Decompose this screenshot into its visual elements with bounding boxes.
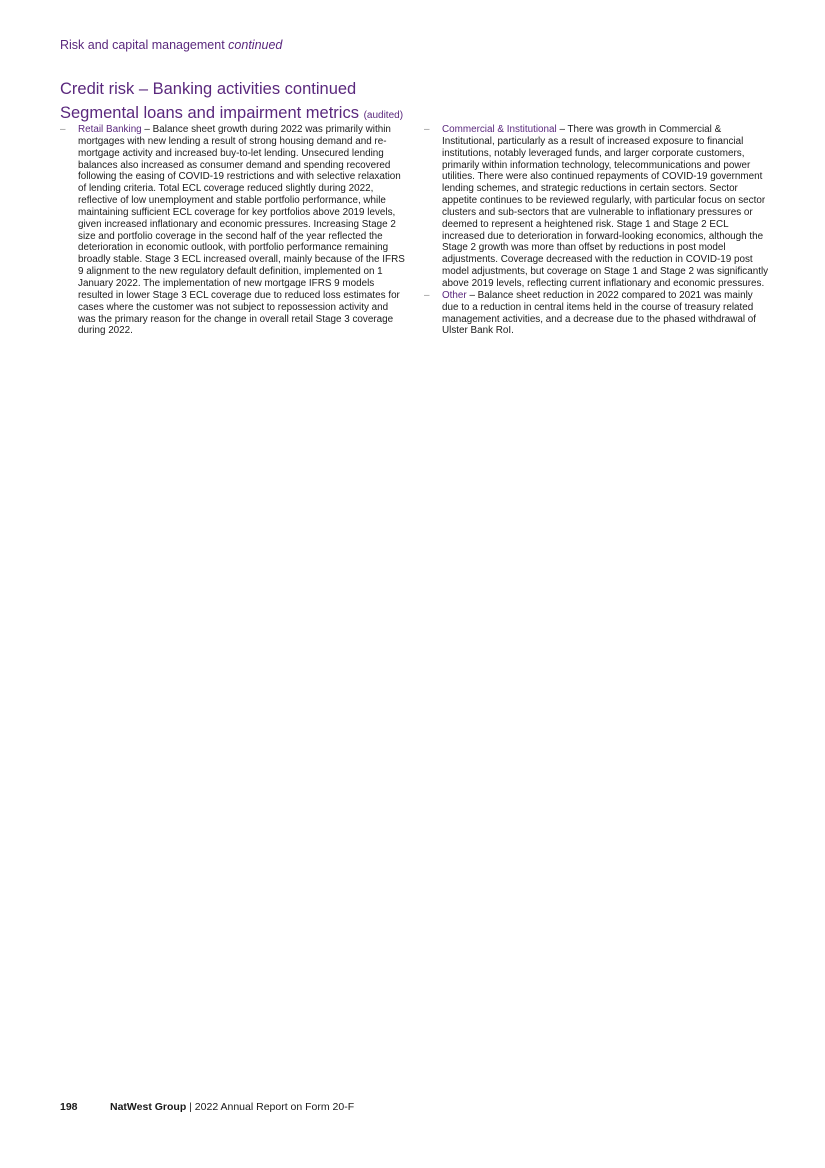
bullet-other bbox=[424, 290, 769, 337]
bullet-dash: – bbox=[60, 124, 66, 135]
bullet-label: Other bbox=[442, 289, 467, 301]
bullet-dash: – bbox=[424, 289, 430, 301]
audited-tag: (audited) bbox=[363, 110, 404, 121]
bullet-dash: – bbox=[424, 124, 430, 135]
bullet-text: – There was growth in Commercial & Institutional, particularly as a result of increased exposure to financial institutions, notably leveraged funds, and larger corporate customers, primarily within information technology, telecommunications and power utilities. There were also continued repayments of COVID-19 government lending schemes, and strategic reductions in certain sectors. Sector appetite continues to be reviewed regularly, with particular focus on sector clusters and sub-sectors that are vulnerable to inflationary pressures or deemed to represent a heightened risk. Stage 1 and Stage 2 ECL increased due to deterioration in forward-looking economics, although the Stage 2 growth was more than offset by reductions in post model adjustments. Coverage decreased with the reduction in COVID-19 post model adjustments, but coverage on Stage 1 and Stage 2 was significantly above 2019 levels, reflecting current inflationary and economic pressures. bbox=[442, 124, 769, 289]
section-subtitle bbox=[60, 103, 403, 126]
right-column bbox=[424, 124, 769, 337]
footer-report: 2022 Annual Report on Form 20-F bbox=[194, 1101, 355, 1113]
bullet-text: – Balance sheet reduction in 2022 compared to 2021 was mainly due to a reduction in central items held in the course of treasury related management activities, and a decrease due to the phased withdrawal of Ulster Bank RoI. bbox=[442, 289, 756, 337]
bullet-text: – Balance sheet growth during 2022 was primarily within mortgages with new lending a result of strong housing demand and re-mortgage activity and increased buy-to-let lending. Unsecured lending balances also increased as consumer demand and spending recovered following the easing of COVID-19 restrictions and with selective relaxation of lending criteria. Total ECL coverage reduced slightly during 2022, reflective of low unemployment and stable portfolio performance, while maintaining sufficient ECL coverage for key portfolios above 2019 levels, given increased inflationary and economic pressures. Increasing Stage 2 size and portfolio coverage in the second half of the year reflected the deterioration in economic outlook, with portfolio performance remaining broadly stable. Stage 3 ECL increased overall, mainly because of the IFRS 9 alignment to the new regulatory default definition, implemented on 1 January 2022. The implementation of new mortgage IFRS 9 models resulted in lower Stage 3 ECL coverage due to reduced loss estimates for cases where the customer was not subject to repossession activity and was the primary reason for the change in overall retail Stage 3 coverage during 2022. bbox=[78, 124, 405, 337]
bullet-label: Retail Banking bbox=[78, 124, 142, 135]
bullet-retail-banking bbox=[60, 124, 408, 337]
page-title: Credit risk – Banking activities continued bbox=[60, 80, 357, 98]
subtitle-text: Segmental loans and impairment metrics bbox=[60, 104, 359, 122]
footer-separator: | bbox=[186, 1101, 195, 1113]
bullet-commercial-institutional bbox=[424, 124, 769, 290]
section-name: Risk and capital management bbox=[60, 38, 225, 52]
footer-brand: NatWest Group bbox=[110, 1101, 187, 1113]
page-number: 198 bbox=[60, 1101, 78, 1113]
section-suffix: continued bbox=[228, 38, 283, 52]
left-column bbox=[60, 124, 408, 337]
bullet-label: Commercial & Institutional bbox=[442, 124, 557, 135]
section-header bbox=[60, 38, 282, 52]
page-footer bbox=[60, 1101, 354, 1113]
